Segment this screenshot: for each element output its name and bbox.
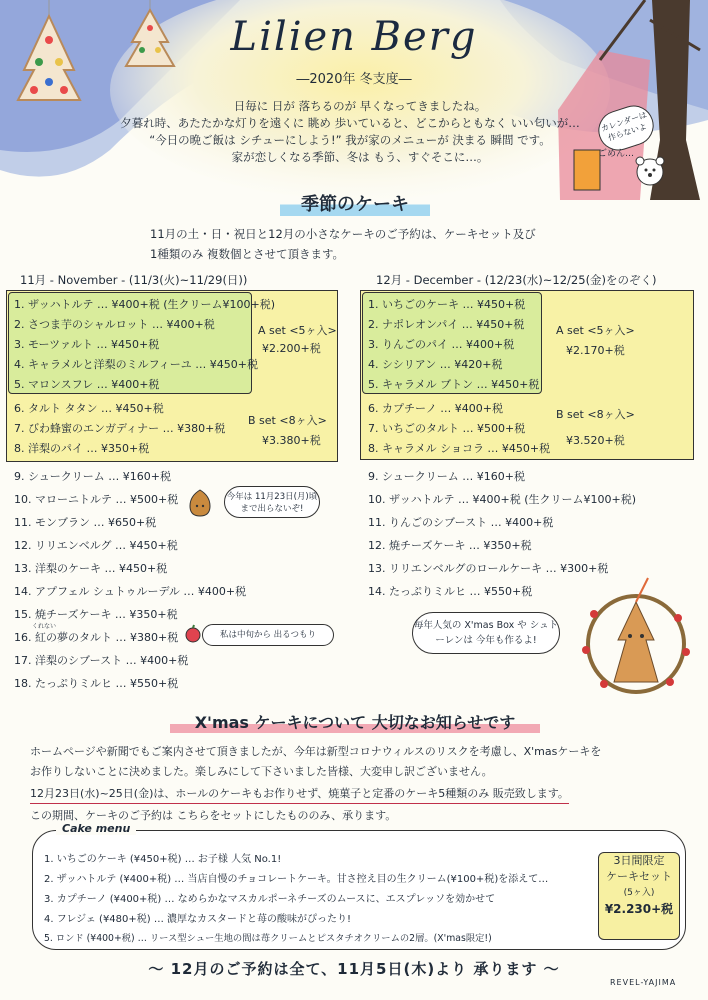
page-subtitle: ―2020年 冬支度―	[296, 72, 412, 87]
menu-item: 12. 焼チーズケーキ … ¥350+税	[368, 539, 532, 552]
menu-item: 15. 焼チーズケーキ … ¥350+税	[14, 608, 178, 621]
menu-item: 9. シュークリーム … ¥160+税	[14, 470, 171, 483]
menu-item: 14. たっぷりミルヒ … ¥550+税	[368, 585, 533, 598]
wreath-illustration	[574, 574, 698, 714]
menu-item: 5. マロンスフレ … ¥400+税	[14, 378, 160, 391]
menu-item: 10. ザッハトルテ … ¥400+税 (生クリーム¥100+税)	[368, 493, 637, 506]
special-set-line: 3日間限定	[613, 854, 665, 867]
menu-item: 10. マローニトルテ … ¥500+税	[14, 493, 179, 506]
november-header: 11月 - November - (11/3(火)~11/29(日))	[20, 273, 248, 287]
special-set-price: ¥2.230+税	[604, 902, 674, 916]
cake-menu-item: 1. いちごのケーキ (¥450+税) … お子様 人気 No.1!	[44, 854, 282, 865]
menu-item: 13. リリエンベルグのロールケーキ … ¥300+税	[368, 562, 609, 575]
menu-item: 8. 洋梨のパイ … ¥350+税	[14, 442, 150, 455]
menu-item: 18. たっぷりミルヒ … ¥550+税	[14, 677, 179, 690]
menu-item: 4. シシリアン … ¥420+税	[368, 358, 503, 371]
set-a-price: ¥2.170+税	[566, 344, 625, 357]
cake-menu-item: 2. ザッハトルテ (¥400+税) … 当店自慢のチョコレートケーキ。甘さ控え目の生クリーム(¥100+税)を添えて…	[44, 874, 549, 885]
ruby-text: くれない	[32, 623, 57, 630]
menu-item: 3. モーツァルト … ¥450+税	[14, 338, 160, 351]
menu-item: 14. アプフェル シュトゥルーデル … ¥400+税	[14, 585, 247, 598]
apple-icon	[184, 624, 202, 644]
menu-item: 17. 洋梨のシブースト … ¥400+税	[14, 654, 189, 667]
bear-icon	[630, 150, 670, 190]
set-b-label: B set <8ヶ入>	[248, 414, 327, 427]
note-bubble: 今年は 11月23日(月)頃 まで出らないぞ!	[224, 486, 320, 518]
cake-menu-item: 4. フレジェ (¥480+税) … 濃厚なカスタードと苺の酸味がぴったり!	[44, 914, 352, 925]
seasonal-heading: 季節のケーキ	[280, 190, 430, 216]
speech-bubble: カレンダーは 作らないよ	[593, 100, 659, 155]
cake-menu-title: Cake menu	[56, 822, 136, 835]
set-a-label: A set <5ヶ入>	[258, 324, 337, 337]
special-set-line: (5ヶ入)	[623, 888, 655, 898]
chestnut-icon	[188, 488, 212, 518]
xmas-paragraph: お作りしないことに決めました。楽しみにして下さいました皆様、大変申し訳ございません。	[30, 765, 493, 778]
menu-item: 6. カプチーノ … ¥400+税	[368, 402, 503, 415]
xmas-paragraph: この期間、ケーキのご予約は こちらをセットにしたもののみ、承ります。	[30, 809, 397, 822]
window-glow	[574, 150, 600, 190]
special-set-box	[598, 852, 680, 940]
menu-item: 2. さつま芋のシャルロット … ¥400+税	[14, 318, 215, 331]
note-bubble: 毎年人気の X'mas Box や シュトーレンは 今年も作るよ!	[412, 612, 560, 654]
set-b-label: B set <8ヶ入>	[556, 408, 635, 421]
menu-item: 11. りんごのシブースト … ¥400+税	[368, 516, 554, 529]
set-a-label: A set <5ヶ入>	[556, 324, 635, 337]
cake-menu-item: 3. カプチーノ (¥400+税) … なめらかなマスカルポーネチーズのムースに、エスプレッソを効かせて	[44, 894, 496, 905]
reservation-rule: 11月の土・日・祝日と12月の小さなケーキのご予約は、ケーキセット及び	[150, 227, 536, 241]
menu-item: 8. キャラメル ショコラ … ¥450+税	[368, 442, 551, 455]
menu-item: 4. キャラメルと洋梨のミルフィーユ … ¥450+税	[14, 358, 258, 371]
menu-item: 2. ナポレオンパイ … ¥450+税	[368, 318, 525, 331]
menu-item: 1. ザッハトルテ … ¥400+税 (生クリーム¥100+税)	[14, 298, 276, 311]
intro-line: 夕暮れ時、あたたかな灯りを遠くに 眺め 歩いていると、どこからともなく いい匂いが…	[120, 116, 580, 130]
menu-item: 11. モンブラン … ¥650+税	[14, 516, 157, 529]
menu-item: 12. リリエンベルグ … ¥450+税	[14, 539, 178, 552]
intro-line: 日毎に 日が 落ちるのが 早くなってきましたね。	[233, 99, 487, 113]
december-header: 12月 - December - (12/23(水)~12/25(金)をのぞく)	[376, 273, 657, 287]
menu-item: 5. キャラメル ブトン … ¥450+税	[368, 378, 540, 391]
reservation-rule: 1種類のみ 複数個とさせて頂きます。	[150, 247, 345, 261]
intro-line: 家が恋しくなる季節、冬は もう、すぐそこに…。	[231, 150, 489, 164]
menu-item: 7. いちごのタルト … ¥500+税	[368, 422, 526, 435]
footer-credit: REVEL-YAJIMA	[610, 978, 677, 987]
menu-item: 16. 紅の夢のタルト … ¥380+税	[14, 631, 179, 644]
cake-menu-item: 5. ロンド (¥400+税) … リース型シュー生地の間は苺クリームとピスタチオクリームの2層。(X'mas限定!)	[44, 933, 492, 944]
set-a-price: ¥2.200+税	[262, 342, 321, 355]
page-title: Lilien Berg	[230, 14, 478, 60]
menu-item: 1. いちごのケーキ … ¥450+税	[368, 298, 526, 311]
xmas-paragraph-important: 12月23日(水)~25日(金)は、ホールのケーキもお作りせず、焼菓子と定番のケーキ5種類のみ 販売致します。	[30, 784, 569, 804]
set-b-price: ¥3.520+税	[566, 434, 625, 447]
menu-item: 6. タルト タタン … ¥450+税	[14, 402, 164, 415]
footer-notice: 〜 12月のご予約は全て、11月5日(木)より 承ります 〜	[148, 960, 560, 978]
menu-item: 3. りんごのパイ … ¥400+税	[368, 338, 515, 351]
menu-item: 13. 洋梨のケーキ … ¥450+税	[14, 562, 168, 575]
special-set-line: ケーキセット	[606, 870, 672, 883]
menu-item: 9. シュークリーム … ¥160+税	[368, 470, 525, 483]
set-b-price: ¥3.380+税	[262, 434, 321, 447]
bear-caption: ごめん…	[598, 149, 635, 159]
note-bubble: 私は中旬から 出るつもり	[202, 624, 334, 646]
xmas-paragraph: ホームページや新聞でもご案内させて頂きましたが、今年は新型コロナウィルスのリスクを考慮し、X'masケーキを	[30, 745, 602, 758]
intro-line: “今日の晩ご飯は シチューにしよう!” 我が家のメニューが 決まる 瞬間 です。	[149, 133, 551, 147]
menu-item: 7. びわ蜂蜜のエンガディナー … ¥380+税	[14, 422, 226, 435]
xmas-heading: X'mas ケーキについて 大切なお知らせです	[170, 710, 540, 733]
